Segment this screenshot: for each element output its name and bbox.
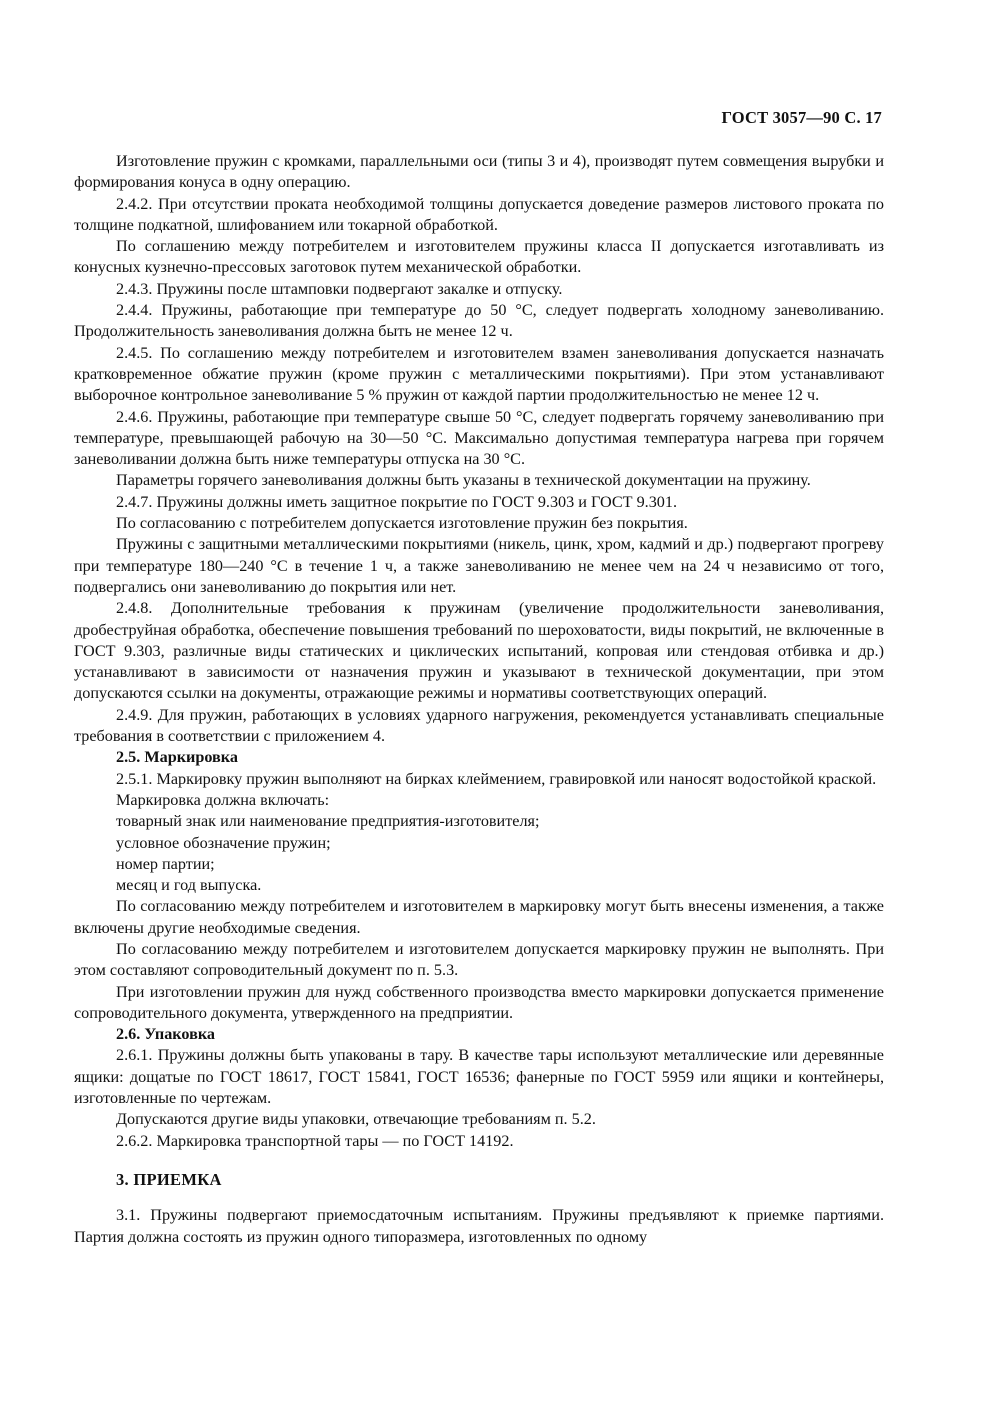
paragraph: По согласованию между потребителем и изготовителем допускается маркировку пружин не выполнять. При этом составляют сопроводительный документ по п. 5.3. — [74, 939, 884, 980]
paragraph: По согласованию с потребителем допускается изготовление пружин без покрытия. — [116, 514, 688, 533]
subsection-heading-packaging: 2.6. Упаковка — [116, 1025, 216, 1044]
paragraph: Параметры горячего заневоливания должны быть указаны в технической документации на пружину. — [116, 471, 811, 490]
list-item: месяц и год выпуска. — [116, 876, 262, 895]
clause-2-6-2: 2.6.2. Маркировка транспортной тары — по ГОСТ 14192. — [116, 1131, 514, 1150]
paragraph: Пружины с защитными металлическими покрытиями (никель, цинк, хром, кадмий и др.) подвергают прогреву при температуре 180—240 °С в течение 1 ч, а также заневоливанию не менее чем на 24 ч независимо от того, подвергались они заневоливанию до покрытия или нет. — [74, 535, 884, 596]
subsection-heading-marking: 2.5. Маркировка — [116, 748, 238, 767]
clause-2-4-9: 2.4.9. Для пружин, работающих в условиях ударного нагружения, рекомендуется устанавливать специальные требования в соответствии с приложением 4. — [74, 705, 884, 746]
list-item: товарный знак или наименование предприятия-изготовителя; — [116, 812, 540, 831]
clause-2-4-4: 2.4.4. Пружины, работающие при температуре до 50 °С, следует подвергать холодному заневоливанию. Продолжительность заневоливания должна быть не менее 12 ч. — [74, 301, 884, 341]
clause-2-4-5: 2.4.5. По соглашению между потребителем и изготовителем взамен заневоливания допускается назначать кратковременное обжатие пружин (кроме пружин с металлическими покрытиями). При этом устанавливают выборочное контрольное заневоливание 5 % пружин от каждой партии продолжительностью не менее 12 ч. — [74, 343, 884, 405]
document-body — [74, 151, 884, 1248]
paragraph: Маркировка должна включать: — [116, 790, 330, 809]
section-title: 3. ПРИЕМКА — [116, 1169, 222, 1189]
clause-2-4-3: 2.4.3. Пружины после штамповки подвергают закалке и отпуску. — [116, 279, 563, 298]
paragraph: Изготовление пружин с кромками, параллельными оси (типы 3 и 4), производят путем совмещения вырубки и формирования конуса в одну операцию. — [74, 152, 884, 192]
clause-2-6-1: 2.6.1. Пружины должны быть упакованы в тару. В качестве тары используют металлические или деревянные ящики: дощатые по ГОСТ 18617, ГОСТ 15841, ГОСТ 16536; фанерные по ГОСТ 5959 или ящики и контейнеры, изготовленные по чертежам. — [74, 1046, 884, 1108]
page-header: ГОСТ 3057—90 С. 17 — [721, 108, 882, 127]
clause-3-1: 3.1. Пружины подвергают приемосдаточным испытаниям. Пружины предъявляют к приемке партиями. Партия должна состоять из пружин одного типоразмера, изготовленных по одному — [74, 1206, 884, 1246]
paragraph: По соглашению между потребителем и изготовителем пружины класса II допускается изготавливать из конусных кузнечно-прессовых заготовок путем механической обработки. — [74, 237, 884, 277]
clause-2-4-6: 2.4.6. Пружины, работающие при температуре свыше 50 °С, следует подвергать горячему заневоливанию при температуре, превышающей рабочую на 30—50 °С. Максимально допустимая температура нагрева при горячем заневоливании должна быть ниже температуры отпуска на 30 °С. — [74, 407, 884, 469]
clause-2-4-2: 2.4.2. При отсутствии проката необходимой толщины допускается доведение размеров листового проката по толщине подкатной, шлифованием или токарной обработкой. — [74, 194, 884, 234]
list-item: номер партии; — [116, 854, 215, 873]
paragraph: Допускаются другие виды упаковки, отвечающие требованиям п. 5.2. — [116, 1110, 596, 1129]
paragraph: По согласованию между потребителем и изготовителем в маркировку могут быть внесены изменения, а также включены другие необходимые сведения. — [74, 897, 884, 937]
list-item: условное обозначение пружин; — [116, 833, 331, 852]
paragraph: При изготовлении пружин для нужд собственного производства вместо маркировки допускается применение сопроводительного документа, утвержденного на предприятии. — [74, 982, 884, 1022]
clause-2-5-1: 2.5.1. Маркировку пружин выполняют на бирках клеймением, гравировкой или наносят водостойкой краской. — [116, 769, 877, 788]
clause-2-4-8: 2.4.8. Дополнительные требования к пружинам (увеличение продолжительности заневоливания, дробеструйная обработка, обеспечение повышения требований по шероховатости, виды покрытий, не включенные в ГОСТ 9.303, различные виды статических и циклических испытаний, копровая или стендовая отбивка и др.) устанавливают в зависимости от назначения пружин и указывают в технической документации, при этом допускаются ссылки на документы, отражающие режимы и нормативы соответствующих операций. — [74, 599, 884, 703]
clause-2-4-7: 2.4.7. Пружины должны иметь защитное покрытие по ГОСТ 9.303 и ГОСТ 9.301. — [116, 492, 678, 511]
